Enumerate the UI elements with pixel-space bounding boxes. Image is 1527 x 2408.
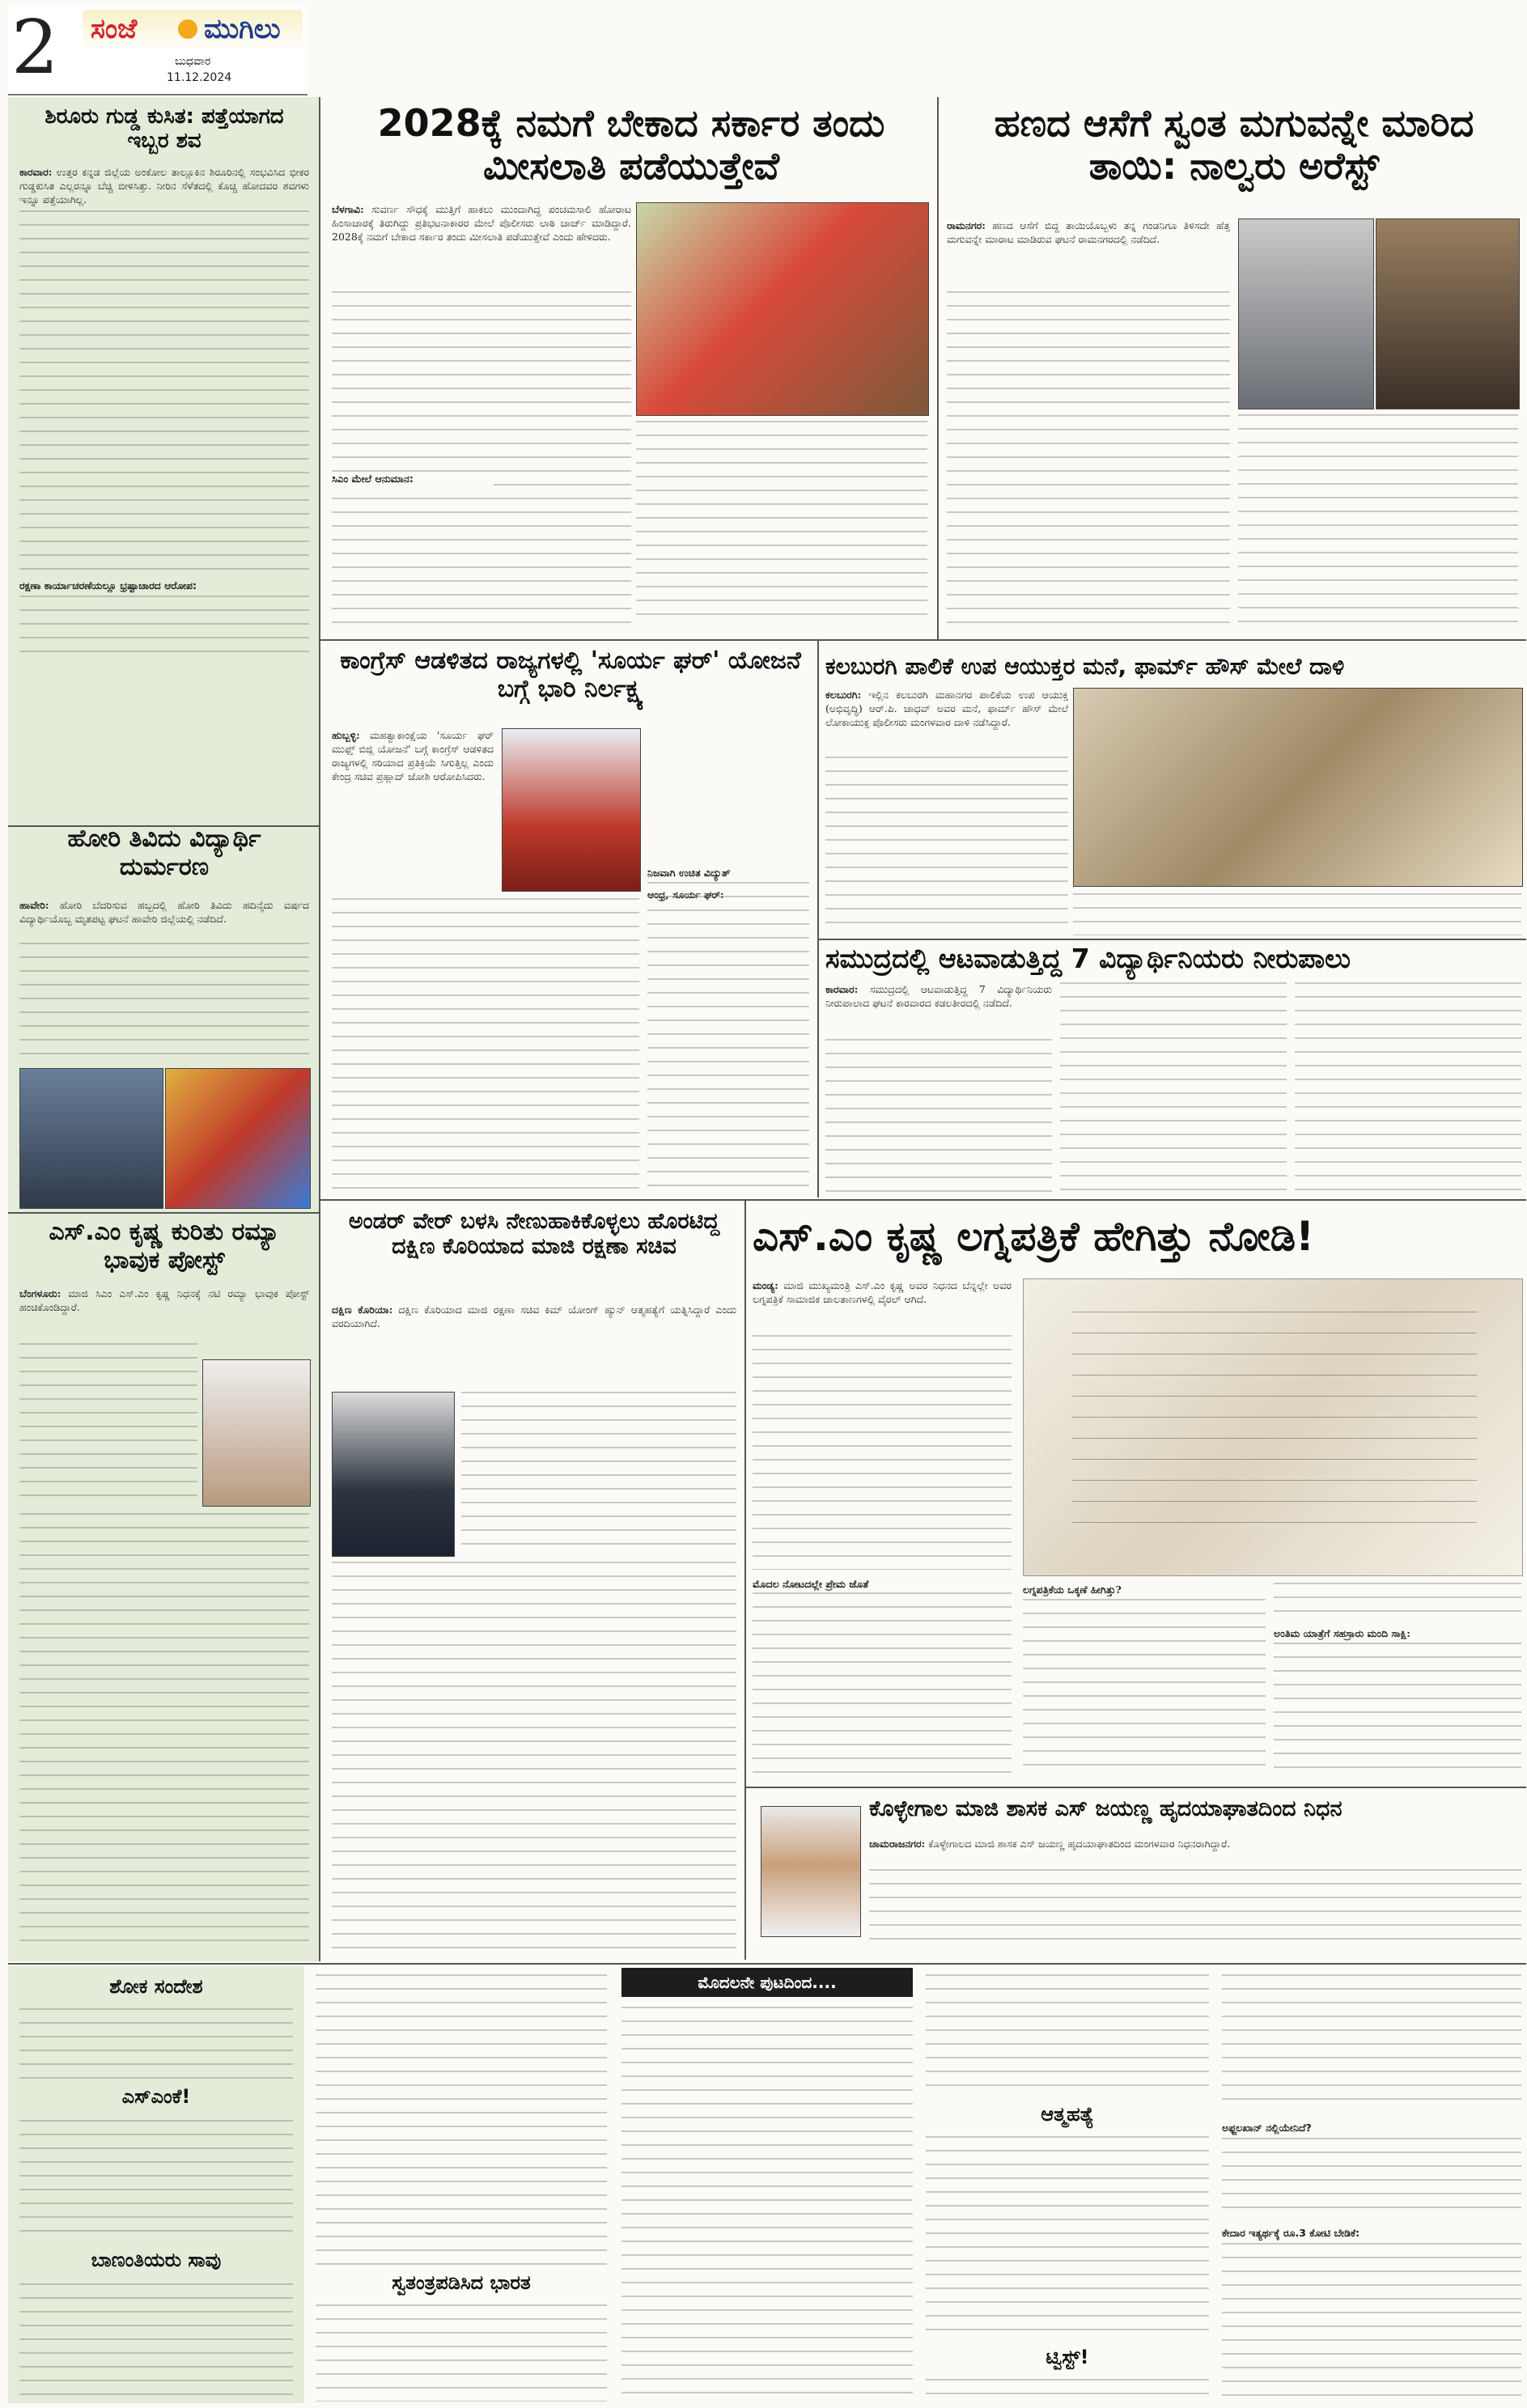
divider: [937, 97, 939, 639]
story-text: ಉತ್ತರ ಕನ್ನಡ ಜಿಲ್ಲೆಯ ಅಂಕೋಲ ತಾಲ್ಲೂಕಿನ ಶಿರೂರಿನಲ್ಲಿ ಸಂಭವಿಸಿದ ಭೀಕರ ಗುಡ್ಡಕುಸಿತ ಎಲ್ಲರನ್ನೂ ಬೆಚ್ಚಿ ಬೀಳಿಸಿತ್ತು. ನೀರಿನ ಸೆಳೆತದಲ್ಲಿ ಕೊಚ್ಚಿ ಹೋದವರ ಶವಗಳು ಇನ್ನೂ ಪತ್ತೆಯಾಗಿಲ್ಲ.: [19, 166, 309, 206]
story-text: ಮಾಜಿ ಮುಖ್ಯಮಂತ್ರಿ ಎಸ್.ಎಂ ಕೃಷ್ಣ ಅವರ ನಿಧನದ ಬೆನ್ನಲ್ಲೇ ಅವರ ಲಗ್ನಪತ್ರಿಕೆ ಸಾಮಾಜಿಕ ಜಾಲತಾಣಗಳಲ್ಲಿ ವೈರಲ್ ಆಗಿದೆ.: [753, 1279, 1012, 1305]
story-subhead: ಲಗ್ನಪತ್ರಿಕೆಯ ಒಕ್ಕಣೆ ಹೀಗಿತ್ತು?: [1023, 1583, 1122, 1596]
story-text: ಸಮುದ್ರದಲ್ಲಿ ಆಟವಾಡುತ್ತಿದ್ದ 7 ವಿದ್ಯಾರ್ಥಿನಿಯರು ನೀರುಪಾಲಾದ ಘಟನೆ ಕಾರವಾರದ ಕಡಲತೀರದಲ್ಲಿ ನಡೆದಿದೆ.: [825, 983, 1052, 1009]
section-heading: ಶೋಕ ಸಂದೇಶ: [109, 1975, 203, 1998]
left-sidebar: [8, 97, 320, 1961]
story-dateline: ಹುಬ್ಬಳ್ಳಿ:: [332, 729, 360, 741]
story-dateline: ಕಾರವಾರ:: [825, 983, 859, 995]
text-lines: [825, 1039, 1052, 1193]
story-headline: 2028ಕ್ಕೆ ನಮಗೆ ಬೇಕಾದ ಸರ್ಕಾರ ತಂದು ಮೀಸಲಾತಿ ಪಡೆಯುತ್ತೇವೆ: [377, 101, 885, 188]
divider: [320, 639, 1526, 641]
story-headline: ಕೊಳ್ಳೇಗಾಲ ಮಾಜಿ ಶಾಸಕ ಎಸ್ ಜಯಣ್ಣ ಹೃದಯಾಘಾತದಿಂದ ನಿಧನ: [869, 1796, 1342, 1821]
text-lines: [647, 882, 809, 1189]
story-headline: ಅಂಡರ್ ವೇರ್ ಬಳಸಿ ನೇಣುಹಾಕಿಕೊಳ್ಳಲು ಹೊರಟಿದ್ದ ದಕ್ಷಿಣ ಕೊರಿಯಾದ ಮಾಜಿ ರಕ್ಷಣಾ ಸಚಿವ: [348, 1209, 720, 1260]
text-lines: [316, 2304, 607, 2402]
section-heading: ಎಸ್ಎಂಕೆ!: [121, 2085, 191, 2108]
student-photo: [19, 1068, 163, 1209]
divider: [817, 639, 819, 1198]
ramya-photo: [202, 1359, 311, 1507]
text-lines: [753, 1592, 1012, 1778]
text-lines: [753, 1335, 1012, 1570]
story-subhead: ನಿಜವಾಗಿ ಉಚಿತ ವಿದ್ಯುತ್: [647, 867, 731, 879]
text-lines: [332, 898, 639, 1189]
text-lines: [869, 1869, 1521, 1950]
text-lines: [1222, 2243, 1521, 2402]
text-lines: [1274, 1583, 1521, 1623]
bull-festival-photo: [165, 1068, 311, 1209]
text-lines: [1222, 2138, 1521, 2219]
story-dateline: ಕಲಬುರಗಿ:: [825, 689, 862, 701]
swamiji-photo: [636, 202, 929, 416]
text-lines: [19, 1343, 197, 1505]
story-dateline: ಮಂಡ್ಯ:: [753, 1279, 778, 1291]
issue-day: ಬುಧವಾರ: [175, 55, 211, 68]
story-headline: ಎಸ್.ಎಂ ಕೃಷ್ಣ ಲಗ್ನಪತ್ರಿಕೆ ಹೇಗಿತ್ತು ನೋಡಿ!: [753, 1213, 1314, 1260]
accused-man-photo: [1376, 218, 1520, 409]
story-headline: ಕಲಬುರಗಿ ಪಾಲಿಕೆ ಉಪ ಆಯುಕ್ತರ ಮನೆ, ಫಾರ್ಮ್ ಹೌಸ್ ಮೇಲೆ ದಾಳಿ: [825, 653, 1345, 680]
text-lines: [19, 943, 309, 1064]
text-lines: [1295, 982, 1521, 1193]
story-dateline: ಹಾವೇರಿ:: [19, 899, 49, 911]
story-dateline: ರಾಮನಗರ:: [947, 219, 986, 231]
story-text: ಮಹತ್ವಾಕಾಂಕ್ಷೆಯ 'ಸೂರ್ಯ ಘರ್ ಮುಫ್ತ್ ಬಿಜ್ಲಿ ಯೋಜನೆ' ಬಗ್ಗೆ ಕಾಂಗ್ರೆಸ್ ಆಡಳಿತದ ರಾಜ್ಯಗಳಲ್ಲಿ ಸರಿಯಾದ ಪ್ರತಿಕ್ರಿಯೆ ಸಿಗುತ್ತಿಲ್ಲ ಎಂದು ಕೇಂದ್ರ ಸಚಿವ ಪ್ರಹ್ಲಾದ್ ಜೋಶಿ ಆರೋಪಿಸಿದರು.: [332, 729, 494, 782]
accused-woman-photo: [1238, 218, 1374, 409]
text-lines: [1023, 1599, 1266, 1777]
text-lines: [926, 1974, 1209, 2096]
text-lines: [1073, 893, 1521, 935]
minister-photo: [502, 728, 641, 892]
text-lines: [332, 1562, 736, 1958]
divider: [744, 1787, 1526, 1788]
bottom-left-panel: [8, 1966, 304, 2403]
story-text: ಕೊಳ್ಳೇಗಾಲದ ಮಾಜಿ ಶಾಸಕ ಎಸ್ ಜಯಣ್ಣ ಹೃದಯಾಘಾತದಿಂದ ಮಂಗಳವಾರ ನಿಧನರಾಗಿದ್ದಾರೆ.: [928, 1838, 1231, 1850]
story-headline: ಕಾಂಗ್ರೆಸ್ ಆಡಳಿತದ ರಾಜ್ಯಗಳಲ್ಲಿ 'ಸೂರ್ಯ ಘರ್' ಯೋಜನೆ ಬಗ್ಗೆ ಭಾರಿ ನಿರ್ಲಕ್ಷ್ಯ: [340, 647, 801, 703]
text-lines: [1222, 1974, 1521, 2104]
divider: [8, 1212, 319, 1214]
story-text: ಇಲ್ಲಿನ ಕಲಬುರಗಿ ಮಹಾನಗರ ಪಾಲಿಕೆಯ ಉಪ ಆಯುಕ್ತ (ಅಭಿವೃದ್ಧಿ) ಆರ್.ಪಿ. ಜಾಧವ್ ಅವರ ಮನೆ, ಫಾರ್ಮ್ ಹೌಸ್ ಮೇಲೆ ಲೋಕಾಯುಕ್ತ ಪೊಲೀಸರು ಮಂಗಳವಾರ ದಾಳಿ ನಡೆಸಿದ್ದಾರೆ.: [825, 689, 1068, 728]
text-lines: [461, 1392, 736, 1554]
text-lines: [947, 291, 1230, 623]
story-dateline: ಕಾರವಾರ:: [19, 166, 53, 178]
brand-right: ಮುಗಿಲು: [204, 13, 281, 45]
story-subhead: ಸಿಎಂ ಮೇಲೆ ಆನುಮಾನ:: [332, 473, 494, 485]
story-dateline: ಬೆಂಗಳೂರು:: [19, 1287, 62, 1299]
issue-date: 11.12.2024: [167, 71, 232, 84]
text-lines: [316, 1974, 607, 2266]
divider: [744, 1199, 746, 1960]
wedding-card-photo: [1023, 1278, 1523, 1576]
masthead: [8, 5, 308, 95]
section-subhead: ಕೇದಾರ ಇತ್ಯರ್ಥಕ್ಕೆ ರೂ.3 ಕೋಟಿ ಬೇಡಿಕೆ:: [1222, 2227, 1521, 2240]
story-body: [332, 1303, 736, 1384]
story-text: ಮಾಜಿ ಸಿಎಂ ಎಸ್.ಎಂ ಕೃಷ್ಣ ನಿಧನಕ್ಕೆ ನಟಿ ರಮ್ಯಾ ಭಾವುಕ ಪೋಸ್ಟ್ ಹಂಚಿಕೊಂಡಿದ್ದಾರೆ.: [19, 1287, 309, 1313]
continued-banner: [621, 1968, 913, 1997]
brand-left: ಸಂಜೆ: [91, 13, 138, 45]
text-lines: [19, 2120, 293, 2241]
story-subhead: ರಕ್ಷಣಾ ಕಾರ್ಯಾಚರಣೆಯಲ್ಲೂ ಭ್ರಷ್ಟಾಚಾರದ ಆರೋಪ:: [19, 579, 309, 592]
text-lines: [19, 2283, 293, 2397]
divider: [320, 1199, 1526, 1201]
text-lines: [19, 2008, 293, 2081]
text-lines: [926, 2136, 1209, 2338]
story-headline: ಎಸ್.ಎಂ ಕೃಷ್ಣ ಕುರಿತು ರಮ್ಯಾ ಭಾವುಕ ಪೋಸ್ಟ್: [49, 1218, 280, 1274]
text-lines: [19, 210, 309, 663]
page-number: 2: [11, 4, 59, 91]
text-lines: [636, 421, 927, 623]
story-headline: ಹೋರಿ ತಿವಿದು ವಿದ್ಯಾರ್ಥಿ ದುರ್ಮರಣ: [67, 825, 261, 881]
story-text: ದಕ್ಷಿಣ ಕೊರಿಯಾದ ಮಾಜಿ ರಕ್ಷಣಾ ಸಚಿವ ಕಿಮ್ ಯೋಂಗ್ ಹ್ಯುನ್ ಆತ್ಮಹತ್ಯೆಗೆ ಯತ್ನಿಸಿದ್ದಾರೆ ಎಂದು ವರದಿಯಾಗಿದೆ.: [332, 1304, 736, 1329]
text-lines: [332, 291, 631, 623]
continued-banner-text: ಮೊದಲನೇ ಪುಟದಿಂದ....: [698, 1973, 837, 1992]
story-subhead: ಅಂತಿಮ ಯಾತ್ರೆಗೆ ಸಹಸ್ರಾರು ಮಂದಿ ಸಾಕ್ಷಿ:: [1274, 1627, 1410, 1639]
section-heading: ಬಾಣಂತಿಯರು ಸಾವು: [91, 2249, 222, 2271]
divider: [817, 939, 1526, 940]
story-headline: ಸಮುದ್ರದಲ್ಲಿ ಆಟವಾಡುತ್ತಿದ್ದ 7 ವಿದ್ಯಾರ್ಥಿನಿಯರು ನೀರುಪಾಲು: [825, 943, 1351, 974]
story-subhead: ಮೊದಲ ನೋಟದಲ್ಲೇ ಪ್ರೇಮ ಜೊತೆ: [753, 1578, 1012, 1591]
story-dateline: ದಕ್ಷಿಣ ಕೊರಿಯಾ:: [332, 1304, 393, 1316]
story-headline: ಶಿರೂರು ಗುಡ್ಡ ಕುಸಿತ: ಪತ್ತೆಯಾಗದ ಇಬ್ಬರ ಶವ: [45, 104, 284, 153]
section-heading: ಆತ್ಮಹತ್ಯೆ: [1041, 2103, 1094, 2126]
text-lines: [19, 1513, 309, 1950]
text-lines: [825, 757, 1068, 935]
raid-seized-items-photo: [1073, 688, 1523, 887]
text-lines: [926, 2379, 1209, 2403]
story-dateline: ಚಾಮರಾಜನಗರ:: [869, 1838, 926, 1850]
section-subhead: ಅಫ್ಜಲಖಾನ್ ನಲ್ಲಿಯೇನಿದೆ?: [1222, 2122, 1521, 2135]
brand-logo: [83, 10, 303, 52]
section-heading: ಟ್ವಿಸ್ಟ್!: [1046, 2346, 1089, 2368]
divider: [8, 1963, 1526, 1965]
text-lines: [1060, 982, 1287, 1193]
section-heading: ಸ್ವತಂತ್ರಪಡಿಸಿದ ಭಾರತ: [392, 2271, 531, 2294]
sun-icon: [178, 19, 197, 39]
story-body: [332, 728, 494, 890]
story-body: [869, 1837, 1521, 1869]
story-text: ಸುವರ್ಣ ಸೌಧಕ್ಕೆ ಮುತ್ತಿಗೆ ಹಾಕಲು ಮುಂದಾಗಿದ್ದ ಪಂಚಮಸಾಲಿ ಹೋರಾಟ ಹಿಂಸಾಚಾರಕ್ಕೆ ತಿರುಗಿದ್ದು ಪ್ರತಿಭಟನಾಕಾರರ ಮೇಲೆ ಪೊಲೀಸರು ಲಾಠಿ ಚಾರ್ಜ್ ಮಾಡಿದ್ದಾರೆ. 2028ಕ್ಕೆ ನಮಗೆ ಬೇಕಾದ ಸರ್ಕಾರ ತಂದು ಮೀಸಲಾತಿ ಪಡೆಯುತ್ತೇವೆ ಎಂದು ಹೇಳಿದರು.: [332, 203, 631, 243]
story-headline: ಹಣದ ಆಸೆಗೆ ಸ್ವಂತ ಮಗುವನ್ನೇ ಮಾರಿದ ತಾಯಿ: ನಾಲ್ವರು ಅರೆಸ್ಟ್: [994, 101, 1474, 188]
text-lines: [1238, 414, 1518, 623]
story-dateline: ಬೆಳಗಾವಿ:: [332, 203, 364, 215]
text-lines: [621, 2007, 913, 2403]
former-mla-photo: [761, 1806, 861, 1937]
story-subhead: ಆಂಧ್ರ, ಸೂರ್ಯ ಘರ್:: [647, 888, 724, 901]
story-text: ಹಣದ ಆಸೆಗೆ ಬಿದ್ದ ತಾಯಿಯೊಬ್ಬಳು ತನ್ನ ಗಂಡನಿಗೂ ತಿಳಿಸದೇ ಹೆತ್ತ ಮಗುವನ್ನೇ ಮಾರಾಟ ಮಾಡಿರುವ ಘಟನೆ ರಾಮನಗರದಲ್ಲಿ ನಡೆದಿದೆ.: [947, 219, 1230, 245]
text-lines: [1274, 1643, 1521, 1777]
korea-minister-photo: [332, 1392, 455, 1557]
story-text: ಹೋರಿ ಬೆದರಿಸುವ ಹಬ್ಬದಲ್ಲಿ ಹೋರಿ ತಿವಿದು ಹದಿನೈದು ವರ್ಷದ ವಿದ್ಯಾರ್ಥಿಯೊಬ್ಬ ಮೃತಪಟ್ಟ ಘಟನೆ ಹಾವೇರಿ ಜಿಲ್ಲೆಯಲ್ಲಿ ನಡೆದಿದೆ.: [19, 899, 309, 925]
